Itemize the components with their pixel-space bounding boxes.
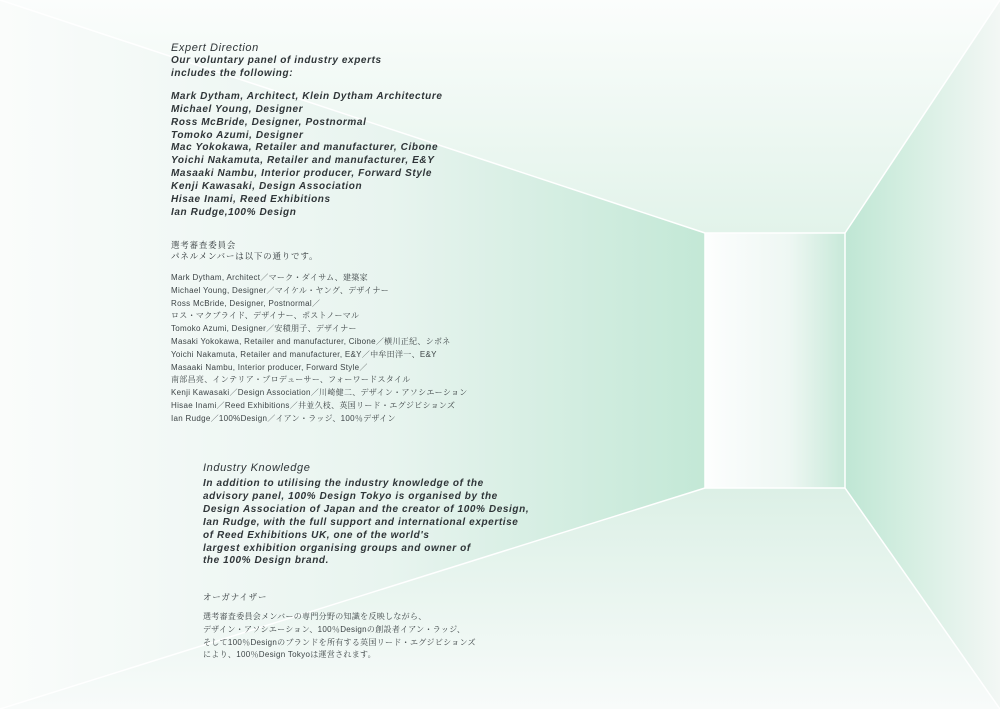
selection-committee-heading: 選考審査委員会: [171, 240, 237, 250]
committee-line: Michael Young, Designer／マイケル・ヤング、デザイナー: [171, 285, 390, 295]
expert-direction-intro-2: includes the following:: [171, 67, 294, 79]
industry-knowledge-line: of Reed Exhibitions UK, one of the world's: [203, 529, 430, 541]
expert-member: Ian Rudge,100% Design: [171, 206, 297, 218]
committee-line: Tomoko Azumi, Designer／安積朋子、デザイナー: [171, 324, 357, 334]
organizer-line: 選考審査委員会メンバーの専門分野の知識を反映しながら、: [203, 612, 427, 621]
committee-line: Hisae Inami／Reed Exhibitions／井並久枝、英国リード・エグジビションズ: [171, 400, 456, 410]
industry-knowledge-line: the 100% Design brand.: [203, 555, 330, 567]
back-wall: [705, 233, 845, 488]
committee-line: Kenji Kawasaki／Design Association／川崎健二、デザイン・アソシエーション: [171, 388, 468, 398]
expert-direction-section: [171, 42, 443, 220]
committee-line: Masaki Yokokawa, Retailer and manufacturer, Cibone／横川正紀、シボネ: [171, 336, 451, 346]
industry-knowledge-line: Design Association of Japan and the creator of 100% Design,: [203, 503, 530, 515]
committee-line: Mark Dytham, Architect／マーク・ダイサム、建築家: [171, 273, 368, 282]
expert-member: Mark Dytham, Architect, Klein Dytham Architecture: [171, 90, 443, 102]
committee-line: Ian Rudge／100%Design／イアン・ラッジ、100％デザイン: [171, 413, 396, 423]
expert-direction-heading: Expert Direction: [171, 42, 259, 54]
expert-member: Masaaki Nambu, Interior producer, Forward Style: [171, 168, 433, 180]
organizer-line: デザイン・アソシエーション、100％Designの創設者イアン・ラッジ、: [203, 624, 466, 634]
industry-knowledge-line: advisory panel, 100% Design Tokyo is organised by the: [203, 490, 498, 502]
industry-knowledge-line: In addition to utilising the industry knowledge of the: [203, 478, 484, 489]
committee-line: Yoichi Nakamuta, Retailer and manufacturer, E&Y／中牟田洋一、E&Y: [171, 349, 437, 359]
expert-member-list: [171, 91, 443, 220]
industry-knowledge-line: largest exhibition organising groups and owner of: [203, 542, 471, 554]
committee-line: Masaaki Nambu, Interior producer, Forward Style／: [171, 362, 368, 372]
organizer-heading: オーガナイザー: [203, 592, 268, 602]
organizer-line: により、100％Design Tokyoは運営されます。: [203, 650, 376, 660]
expert-direction-intro-1: Our voluntary panel of industry experts: [171, 55, 382, 66]
industry-knowledge-line: Ian Rudge, with the full support and international expertise: [203, 516, 519, 528]
selection-committee-list: [171, 272, 468, 426]
organizer-jp-section: [203, 592, 476, 662]
expert-member: Ross McBride, Designer, Postnormal: [171, 116, 367, 128]
expert-member: Michael Young, Designer: [171, 103, 304, 115]
expert-member: Mac Yokokawa, Retailer and manufacturer, Cibone: [171, 142, 439, 154]
organizer-body: [203, 611, 476, 662]
industry-knowledge-section: [203, 462, 529, 568]
expert-member: Yoichi Nakamuta, Retailer and manufacturer, E&Y: [171, 155, 435, 167]
committee-line: Ross McBride, Designer, Postnormal／: [171, 298, 321, 308]
committee-line: 南部昌亮、インテリア・プロデューサー、フォーワードスタイル: [171, 375, 411, 385]
organizer-line: そして100％Designのブランドを所有する英国リード・エグジビションズ: [203, 637, 476, 647]
expert-member: Tomoko Azumi, Designer: [171, 129, 304, 141]
industry-knowledge-body: [203, 478, 529, 568]
expert-member: Hisae Inami, Reed Exhibitions: [171, 194, 331, 206]
selection-committee-intro: パネルメンバーは以下の通りです。: [171, 251, 319, 261]
expert-member: Kenji Kawasaki, Design Association: [171, 181, 363, 193]
selection-committee-jp-section: [171, 240, 468, 426]
committee-line: ロス・マクブライド、デザイナー、ポストノーマル: [171, 311, 360, 321]
industry-knowledge-heading: Industry Knowledge: [203, 462, 311, 474]
